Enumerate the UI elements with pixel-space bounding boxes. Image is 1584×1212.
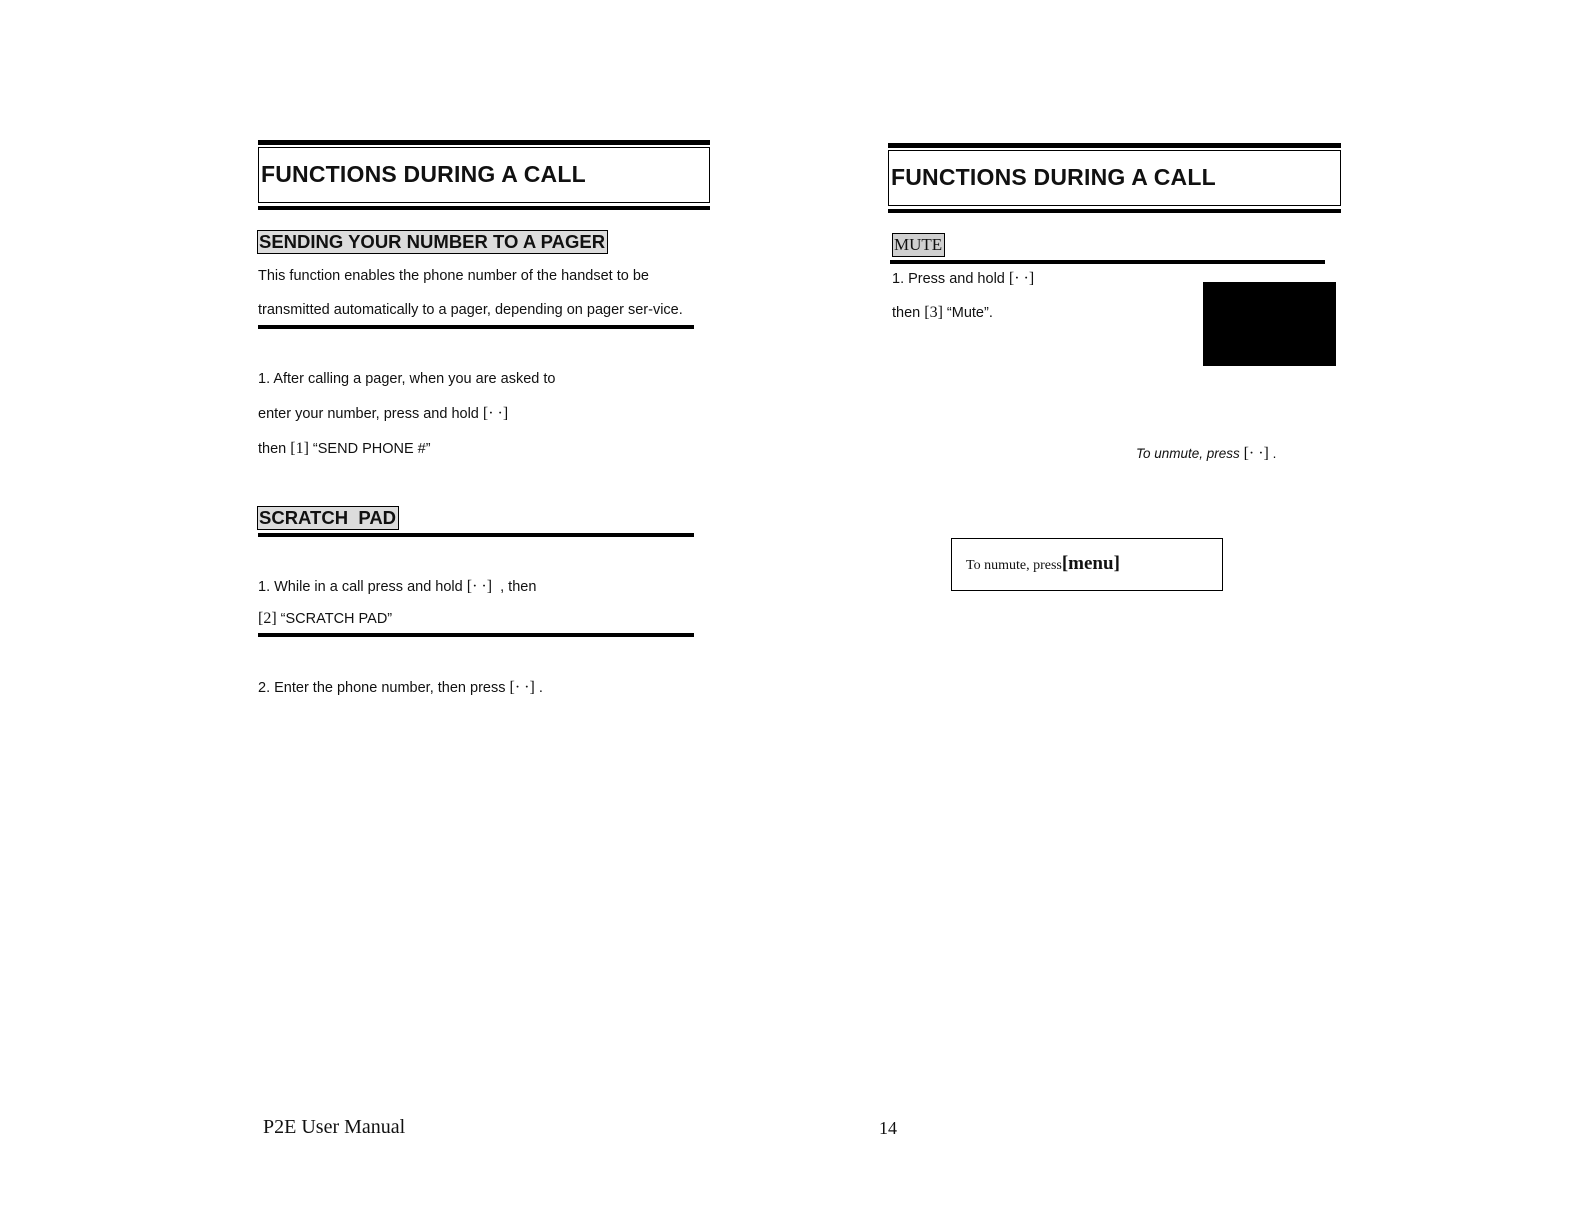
unmute-note <box>966 553 1120 575</box>
right-page-header <box>888 143 1341 215</box>
pager-step1-line3-prefix: then <box>258 441 291 457</box>
scratch-step2 <box>258 679 543 697</box>
mute-step1-line1 <box>892 270 1034 288</box>
scratch-step1-line1 <box>258 578 536 596</box>
header-bottom-rule <box>888 209 1341 213</box>
manual-title: P2E User Manual <box>263 1116 406 1138</box>
key-2-label: [2] <box>258 610 277 627</box>
menu-key-label: [· ·] <box>1243 445 1269 462</box>
left-header-title: FUNCTIONS DURING A CALL <box>261 161 586 187</box>
menu-key-label: [· ·] <box>482 405 509 422</box>
pager-step1-line3 <box>258 440 431 458</box>
mute-title-rule <box>890 260 1325 264</box>
key-1-label: [1] <box>290 440 309 457</box>
scratch-step2-rest: . <box>534 680 543 696</box>
scratch-step1-line2-rest: “SCRATCH PAD” <box>276 611 393 627</box>
header-top-rule <box>258 140 710 145</box>
header-box <box>258 147 710 203</box>
scratch-step1-text: 1. While in a call press and hold <box>258 579 467 595</box>
unmute-text: To unmute, press <box>1136 446 1244 461</box>
scratch-step1-line2 <box>258 610 392 628</box>
mute-step1b-prefix: then <box>892 305 925 321</box>
mute-section-title: MUTE <box>892 233 945 257</box>
mute-step1-text: 1. Press and hold <box>892 271 1009 287</box>
menu-key-label: [menu] <box>1061 553 1120 574</box>
scratch-step1-rest: , then <box>492 579 537 595</box>
menu-key-label: [· ·] <box>466 578 493 595</box>
pager-step1-line2 <box>258 405 508 423</box>
scratch-step2-text: 2. Enter the phone number, then press <box>258 680 510 696</box>
right-header-title: FUNCTIONS DURING A CALL <box>891 164 1216 190</box>
unmute-note-text: To numute, press <box>966 558 1062 573</box>
key-3-label: [3] <box>924 304 943 321</box>
menu-key-label: [· ·] <box>509 679 535 696</box>
menu-key-label: [· ·] <box>1008 270 1035 287</box>
header-box <box>888 150 1341 206</box>
pager-intro-rule <box>258 325 694 329</box>
scratch-step1-rule <box>258 633 694 637</box>
pager-section-title: SENDING YOUR NUMBER TO A PAGER <box>257 230 608 254</box>
scratch-title-rule <box>258 533 694 537</box>
pager-intro-line1: This function enables the phone number of the handset to be <box>258 268 649 284</box>
header-top-rule <box>888 143 1341 148</box>
unmute-instruction <box>1136 445 1276 463</box>
pager-intro-line2: transmitted automatically to a pager, depending on pager ser-vice. <box>258 302 683 318</box>
header-bottom-rule <box>258 206 710 210</box>
unmute-rest: . <box>1268 446 1277 461</box>
scratch-section-title: SCRATCH PAD <box>257 506 399 530</box>
pager-step1-line1: 1. After calling a pager, when you are asked to <box>258 371 556 387</box>
left-page-header <box>258 140 710 212</box>
phone-display-image <box>1203 282 1336 366</box>
mute-step1b-rest: “Mute”. <box>942 305 993 321</box>
page-number: 14 <box>879 1118 897 1138</box>
unmute-note-box <box>951 538 1223 591</box>
mute-step1-line2 <box>892 304 993 322</box>
pager-step1-line2-text: enter your number, press and hold <box>258 406 483 422</box>
pager-step1-line3-rest: “SEND PHONE #” <box>308 441 431 457</box>
